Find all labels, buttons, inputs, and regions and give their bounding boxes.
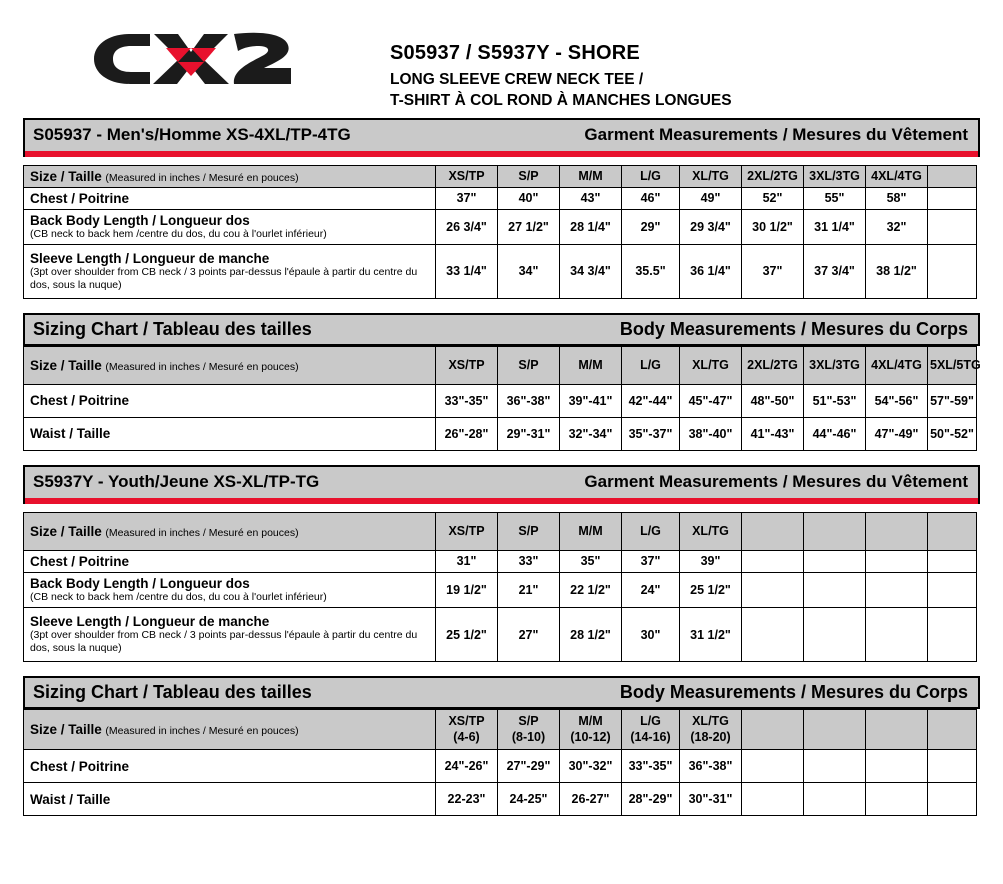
- cell: [866, 572, 928, 607]
- size-note: (Measured in inches / Mesuré en pouces): [105, 360, 299, 373]
- cell: 37": [742, 244, 804, 298]
- cell: 36"-38": [680, 750, 742, 783]
- cell: [742, 750, 804, 783]
- cell: 24": [622, 572, 680, 607]
- col-header: XS/TP: [436, 512, 498, 550]
- cell: 34": [498, 244, 560, 298]
- col-header-size: XL/TG: [692, 713, 729, 728]
- cell: 31 1/4": [804, 209, 866, 244]
- cell: 39"-41": [560, 384, 622, 417]
- col-header-size: M/M: [578, 713, 603, 728]
- cell: 33"-35": [622, 750, 680, 783]
- table-row: [24, 750, 977, 783]
- cell: 45"-47": [680, 384, 742, 417]
- table-youth-garment: [23, 512, 977, 662]
- cell: [866, 608, 928, 662]
- band-youth-garment-right: Garment Measurements / Mesures du Vêtement: [584, 472, 968, 492]
- band-mens-body-left: Sizing Chart / Tableau des tailles: [33, 318, 312, 339]
- row-note: (3pt over shoulder from CB neck / 3 points par-dessus l'épaule à partir du centre du dos, sous la nuque): [30, 265, 418, 291]
- col-header: L/G: [622, 512, 680, 550]
- cell: 36"-38": [498, 384, 560, 417]
- cell: 51"-53": [804, 384, 866, 417]
- col-header: XL/TG: [680, 165, 742, 187]
- size-label: Size / Taille: [30, 523, 102, 539]
- cell: 35.5": [622, 244, 680, 298]
- cell: [804, 608, 866, 662]
- cell: 26-27": [560, 783, 622, 816]
- table-row: [24, 783, 977, 816]
- cell: [928, 783, 977, 816]
- col-header: XL/TG: [680, 512, 742, 550]
- col-header: [928, 512, 977, 550]
- cell: [742, 783, 804, 816]
- band-youth-body-right: Body Measurements / Mesures du Corps: [619, 682, 968, 703]
- cell: 31": [436, 550, 498, 572]
- band-mens-garment-right: Garment Measurements / Mesures du Vêtement: [584, 125, 968, 145]
- cell: 25 1/2": [680, 572, 742, 607]
- section-youth-garment: [23, 465, 980, 662]
- cell: 34 3/4": [560, 244, 622, 298]
- cell: 39": [680, 550, 742, 572]
- col-header: L/G: [622, 346, 680, 384]
- row-label: Waist / Taille: [30, 426, 111, 442]
- table-row: [24, 346, 977, 384]
- table-row: [24, 187, 977, 209]
- brand-logo: [0, 22, 390, 90]
- cell: 43": [560, 187, 622, 209]
- col-header: [928, 710, 977, 750]
- cell: [866, 750, 928, 783]
- col-header: 5XL/5TG: [928, 346, 977, 384]
- cell: 28 1/4": [560, 209, 622, 244]
- col-header-size: S/P: [518, 713, 539, 728]
- row-label: Chest / Poitrine: [30, 190, 130, 206]
- cell: 27": [498, 608, 560, 662]
- row-label: Back Body Length / Longueur dos: [30, 212, 250, 228]
- col-header: [560, 710, 622, 750]
- row-label: Sleeve Length / Longueur de manche: [30, 613, 270, 629]
- row-label: Back Body Length / Longueur dos: [30, 575, 250, 591]
- col-header: L/G: [622, 165, 680, 187]
- cell: [928, 550, 977, 572]
- cell: [804, 750, 866, 783]
- col-header-size: L/G: [640, 713, 661, 728]
- cell: [804, 783, 866, 816]
- cell: 32"-34": [560, 417, 622, 450]
- col-header-age: (4-6): [453, 729, 480, 744]
- size-label: Size / Taille: [30, 168, 102, 184]
- table-row: [24, 417, 977, 450]
- cell: [928, 750, 977, 783]
- table-mens-garment: [23, 165, 977, 299]
- table-row: [24, 209, 977, 244]
- size-label: Size / Taille: [30, 722, 102, 738]
- cell: 29 3/4": [680, 209, 742, 244]
- col-header: [804, 512, 866, 550]
- table-mens-body: [23, 346, 981, 451]
- section-youth-body: [23, 676, 980, 816]
- size-note: (Measured in inches / Mesuré en pouces): [105, 725, 299, 738]
- cell: 30": [622, 608, 680, 662]
- cell: 47"-49": [866, 417, 928, 450]
- table-row: [24, 550, 977, 572]
- cell: 37": [622, 550, 680, 572]
- cell: 24-25": [498, 783, 560, 816]
- size-label: Size / Taille: [30, 357, 102, 373]
- cell: [928, 209, 977, 244]
- cell: 40": [498, 187, 560, 209]
- cell: 28"-29": [622, 783, 680, 816]
- cell: [928, 572, 977, 607]
- row-label: Chest / Poitrine: [30, 553, 130, 569]
- cell: 44"-46": [804, 417, 866, 450]
- cell: 30"-32": [560, 750, 622, 783]
- table-row: [24, 384, 977, 417]
- row-label: Waist / Taille: [30, 791, 111, 807]
- cell: 33 1/4": [436, 244, 498, 298]
- cell: [866, 783, 928, 816]
- row-label: Chest / Poitrine: [30, 758, 130, 774]
- row-note: (CB neck to back hem /centre du dos, du cou à l'ourlet inférieur): [30, 227, 327, 240]
- col-header: S/P: [498, 346, 560, 384]
- cell: 49": [680, 187, 742, 209]
- col-header: [498, 710, 560, 750]
- band-mens-garment-left: S05937 - Men's/Homme XS-4XL/TP-4TG: [33, 125, 351, 145]
- band-mens-body: [23, 313, 980, 346]
- col-header: XL/TG: [680, 346, 742, 384]
- cell: 37": [436, 187, 498, 209]
- col-header: [742, 512, 804, 550]
- document-header: [0, 0, 1003, 118]
- product-subtitle-fr: T-SHIRT À COL ROND À MANCHES LONGUES: [390, 91, 732, 109]
- col-header: 4XL/4TG: [866, 165, 928, 187]
- cell: 27 1/2": [498, 209, 560, 244]
- row-note: (CB neck to back hem /centre du dos, du cou à l'ourlet inférieur): [30, 590, 327, 603]
- col-header: M/M: [560, 165, 622, 187]
- col-header: 3XL/3TG: [804, 346, 866, 384]
- cell: [928, 608, 977, 662]
- band-youth-garment-left: S5937Y - Youth/Jeune XS-XL/TP-TG: [33, 472, 320, 492]
- cell: 22-23": [436, 783, 498, 816]
- cell: 24"-26": [436, 750, 498, 783]
- col-header-age: (14-16): [630, 729, 671, 744]
- col-header: M/M: [560, 512, 622, 550]
- col-header: [622, 710, 680, 750]
- cell: 28 1/2": [560, 608, 622, 662]
- col-header-size: XS/TP: [448, 713, 485, 728]
- table-row: [24, 710, 977, 750]
- cell: 38 1/2": [866, 244, 928, 298]
- cell: 22 1/2": [560, 572, 622, 607]
- col-header: XS/TP: [436, 346, 498, 384]
- col-header: XS/TP: [436, 165, 498, 187]
- band-youth-body-left: Sizing Chart / Tableau des tailles: [33, 682, 312, 703]
- cell: 57"-59": [928, 384, 977, 417]
- cell: 25 1/2": [436, 608, 498, 662]
- col-header: M/M: [560, 346, 622, 384]
- col-header: [436, 710, 498, 750]
- cell: 46": [622, 187, 680, 209]
- table-row: [24, 572, 977, 607]
- col-header: [866, 710, 928, 750]
- cell: 52": [742, 187, 804, 209]
- cell: 33": [498, 550, 560, 572]
- cx2-logo-icon: [88, 28, 303, 90]
- col-header: [742, 710, 804, 750]
- band-youth-garment: [23, 465, 980, 498]
- cell: [928, 187, 977, 209]
- col-header: 4XL/4TG: [866, 346, 928, 384]
- product-subtitle-en: LONG SLEEVE CREW NECK TEE /: [390, 71, 644, 88]
- section-mens-garment: [23, 118, 980, 299]
- col-header-age: (8-10): [511, 729, 546, 744]
- cell: [804, 550, 866, 572]
- cell: 41"-43": [742, 417, 804, 450]
- product-title: S05937 / S5937Y - SHORE: [390, 42, 640, 64]
- cell: 54"-56": [866, 384, 928, 417]
- cell: 50"-52": [928, 417, 977, 450]
- cell: 55": [804, 187, 866, 209]
- row-note: (3pt over shoulder from CB neck / 3 points par-dessus l'épaule à partir du centre du dos, sous la nuque): [30, 628, 418, 655]
- cell: 26 3/4": [436, 209, 498, 244]
- col-header-age: (18-20): [690, 729, 731, 744]
- table-row: [24, 165, 977, 187]
- cell: 48"-50": [742, 384, 804, 417]
- table-row: [24, 244, 977, 298]
- size-note: (Measured in inches / Mesuré en pouces): [105, 171, 299, 184]
- col-header: [804, 710, 866, 750]
- col-header: [928, 165, 977, 187]
- row-label: Chest / Poitrine: [30, 393, 130, 409]
- col-header: S/P: [498, 165, 560, 187]
- col-header-age: (10-12): [570, 729, 611, 744]
- cell: 42"-44": [622, 384, 680, 417]
- cell: 29"-31": [498, 417, 560, 450]
- cell: 30"-31": [680, 783, 742, 816]
- band-mens-garment: [23, 118, 980, 151]
- table-row: [24, 608, 977, 662]
- cell: 31 1/2": [680, 608, 742, 662]
- cell: [742, 572, 804, 607]
- cell: 32": [866, 209, 928, 244]
- col-header: [866, 512, 928, 550]
- row-label: Sleeve Length / Longueur de manche: [30, 250, 270, 266]
- cell: 38"-40": [680, 417, 742, 450]
- cell: 29": [622, 209, 680, 244]
- cell: [928, 244, 977, 298]
- cell: 35": [560, 550, 622, 572]
- cell: 26"-28": [436, 417, 498, 450]
- cell: 36 1/4": [680, 244, 742, 298]
- cell: 19 1/2": [436, 572, 498, 607]
- cell: 27"-29": [498, 750, 560, 783]
- cell: [804, 572, 866, 607]
- table-row: [24, 512, 977, 550]
- cell: 37 3/4": [804, 244, 866, 298]
- document-title-block: [390, 22, 732, 112]
- size-note: (Measured in inches / Mesuré en pouces): [105, 526, 299, 539]
- cell: [866, 550, 928, 572]
- cell: 30 1/2": [742, 209, 804, 244]
- band-youth-body: [23, 676, 980, 709]
- table-youth-body: [23, 709, 977, 816]
- col-header: 3XL/3TG: [804, 165, 866, 187]
- col-header: [680, 710, 742, 750]
- cell: 58": [866, 187, 928, 209]
- section-mens-body: [23, 313, 980, 451]
- col-header: 2XL/2TG: [742, 165, 804, 187]
- cell: 21": [498, 572, 560, 607]
- cell: [742, 550, 804, 572]
- band-mens-body-right: Body Measurements / Mesures du Corps: [619, 318, 968, 339]
- cell: 35"-37": [622, 417, 680, 450]
- col-header: 2XL/2TG: [742, 346, 804, 384]
- col-header: S/P: [498, 512, 560, 550]
- cell: 33"-35": [436, 384, 498, 417]
- cell: [742, 608, 804, 662]
